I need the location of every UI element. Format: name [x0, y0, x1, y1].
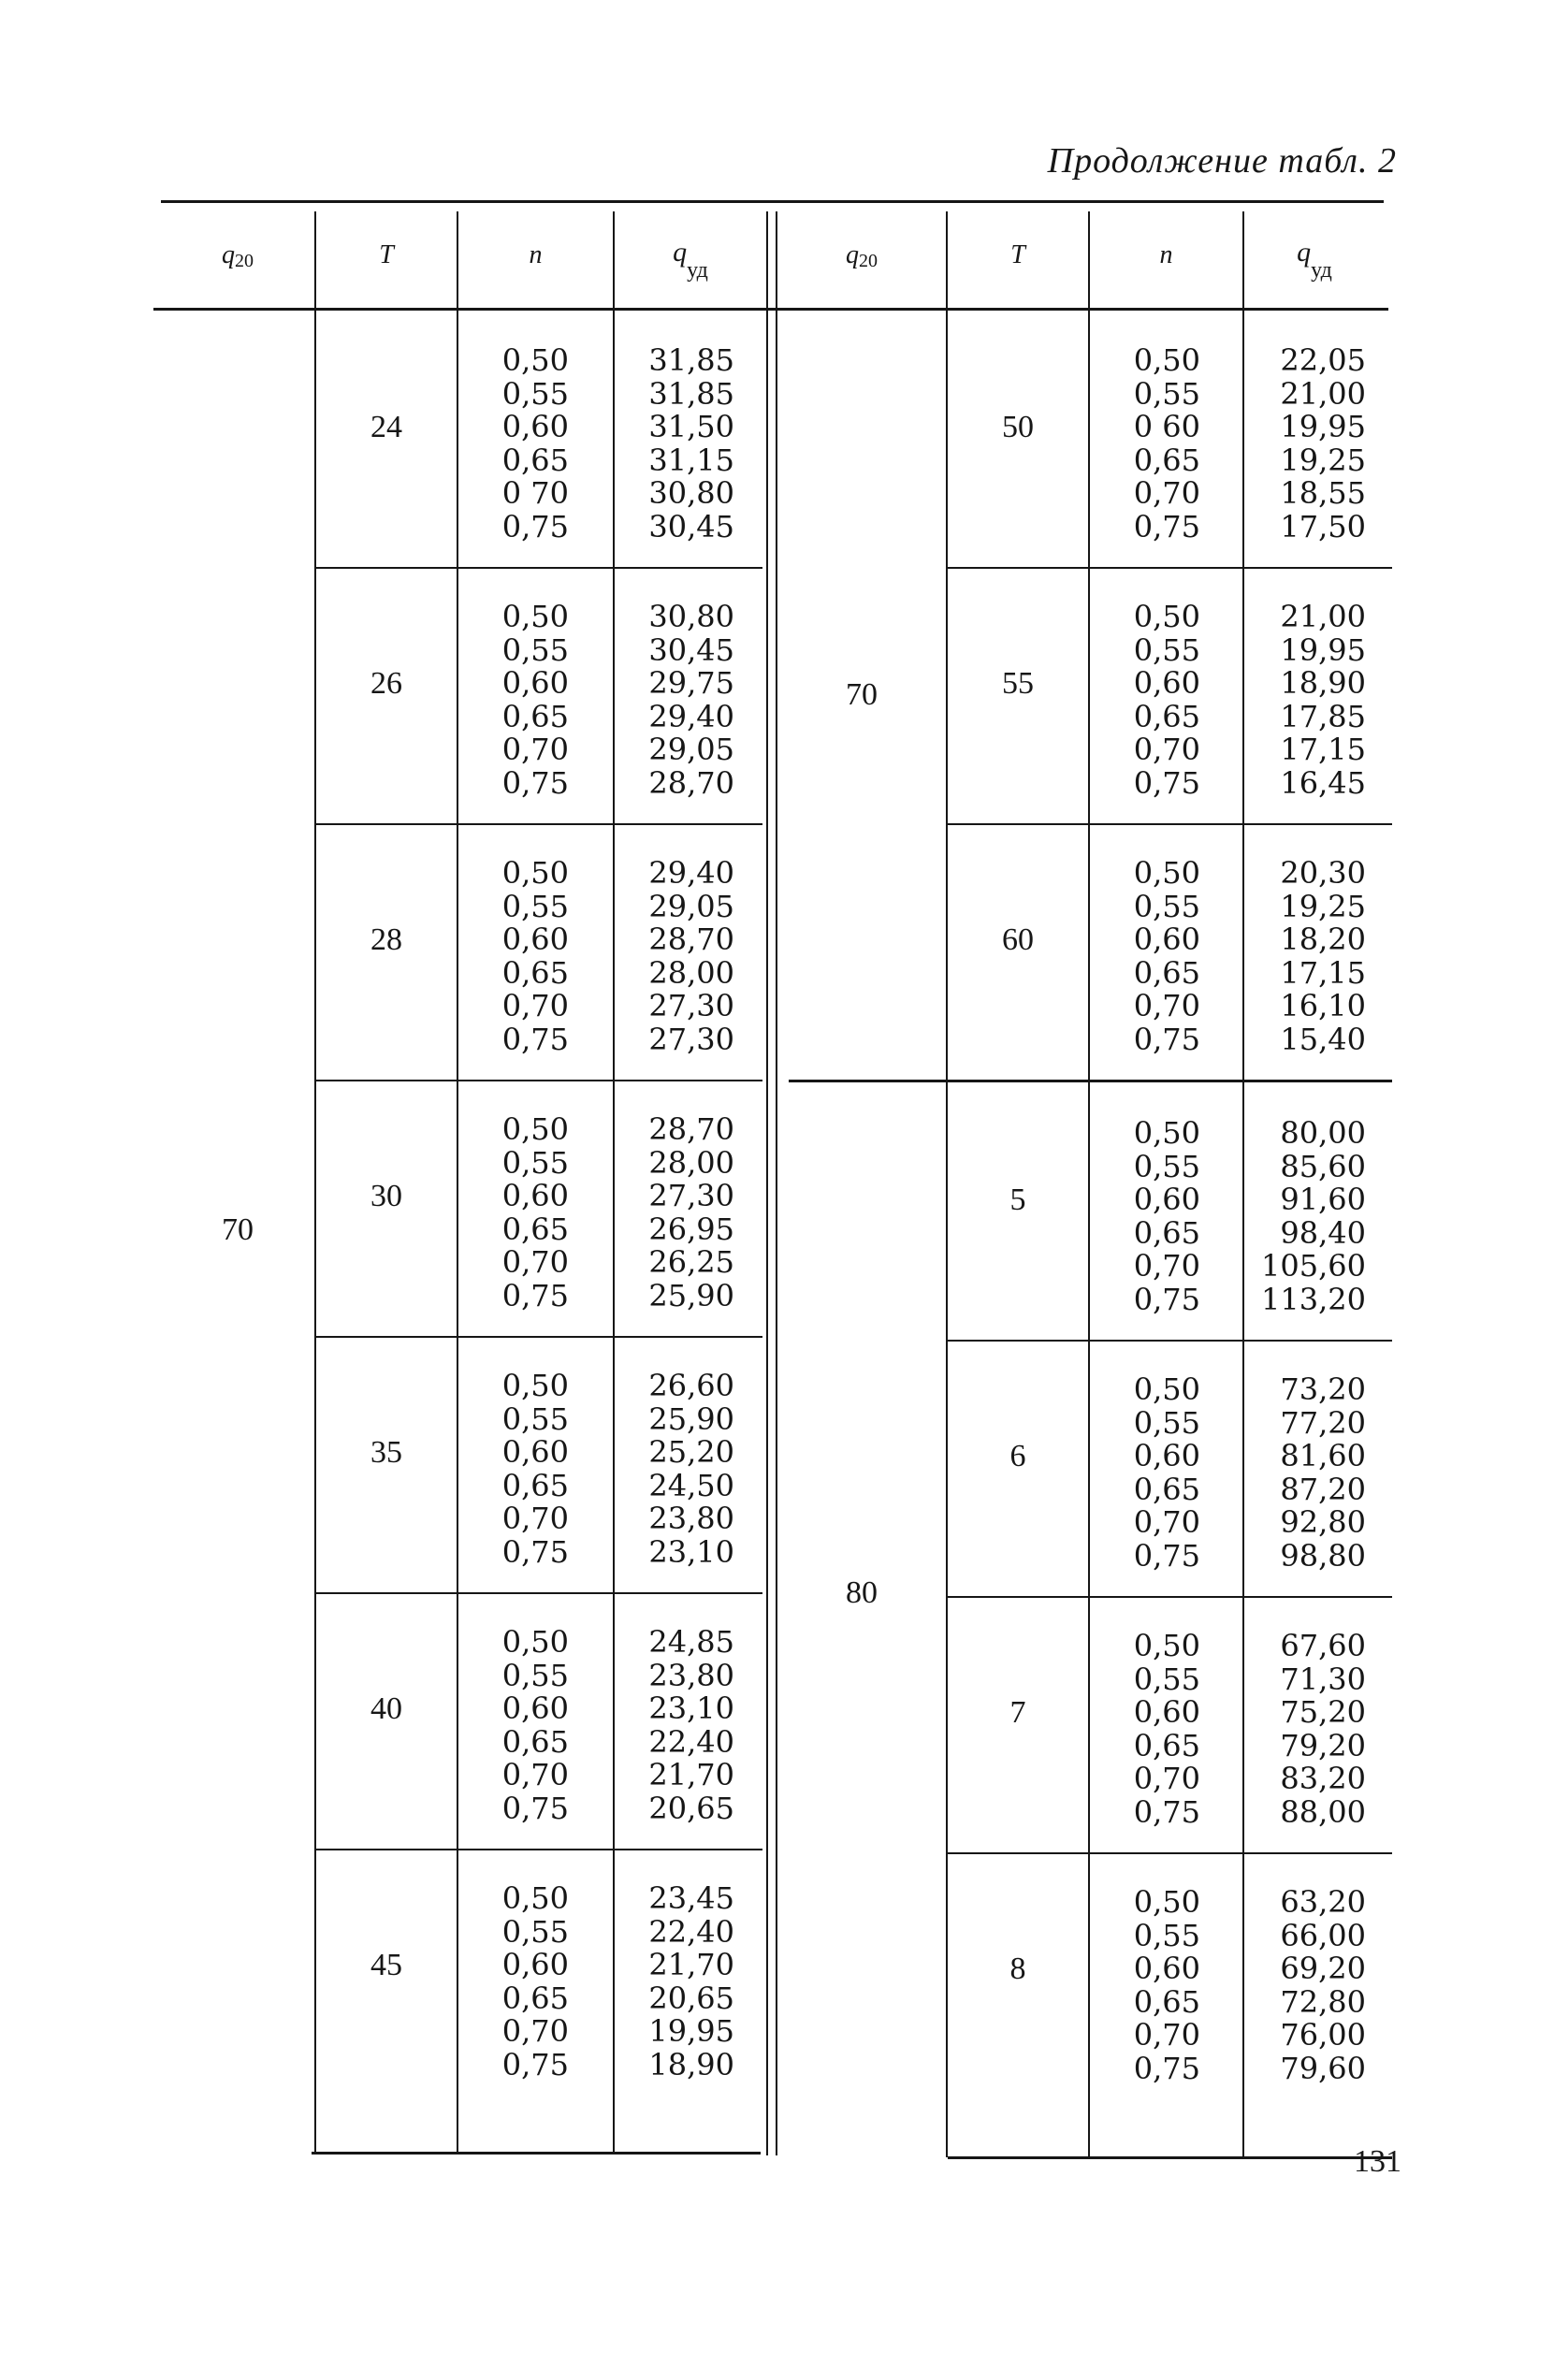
n-cell: 0,65 [1133, 1214, 1200, 1251]
qud-cell: 30,80 [648, 599, 734, 634]
t-header: T [379, 240, 394, 269]
n-cell: 0,50 [1133, 1884, 1200, 1920]
qud-cell: 75,20 [1280, 1694, 1366, 1730]
n-cell: 0,70 [501, 1244, 569, 1280]
qud-cell: 23,45 [648, 1880, 734, 1916]
qud-cell: 27,30 [648, 1178, 734, 1213]
qud-cell: 91,60 [1280, 1182, 1366, 1217]
n-cell: 0,60 [501, 921, 569, 957]
center-double-rule-a [766, 211, 768, 2155]
n-cell: 0,70 [1133, 1504, 1200, 1540]
qud-cell: 23,80 [648, 1657, 734, 1693]
right-q20-value: 70 [846, 677, 878, 712]
n-cell: 0,50 [1133, 342, 1200, 378]
qud-cell: 22,40 [648, 1913, 734, 1950]
q20-symbol: q [846, 240, 859, 269]
header-n-right [1090, 204, 1242, 307]
n-cell: 0,70 [501, 1501, 569, 1536]
n-cell: 0,65 [501, 442, 569, 478]
qud-cell: 79,20 [1280, 1727, 1366, 1763]
qud-cell: 105,60 [1261, 1248, 1366, 1284]
n-cell: 0,60 [501, 409, 569, 444]
n-cell: 0,50 [1133, 855, 1200, 891]
qud-cell: 98,80 [1280, 1537, 1366, 1574]
q20-subscript: 20 [235, 250, 254, 271]
n-cell: 0,50 [501, 1624, 569, 1660]
n-cell: 0,50 [1133, 1628, 1200, 1663]
n-cell: 0,60 [1133, 1694, 1200, 1730]
qud-cell: 17,50 [1280, 508, 1366, 544]
n-cell: 0,50 [501, 342, 569, 378]
n-cell: 0,65 [501, 1467, 569, 1503]
n-cell: 0,55 [501, 888, 569, 924]
row-t-value: 28 [370, 922, 402, 957]
n-cell: 0,75 [501, 1533, 569, 1570]
n-header: n [529, 240, 543, 269]
qud-cell: 26,95 [648, 1211, 734, 1247]
n-cell: 0 60 [1133, 409, 1200, 444]
qud-cell: 29,40 [648, 855, 734, 891]
qud-cell: 21,00 [1280, 375, 1366, 412]
row-t-value: 30 [370, 1179, 402, 1213]
qud-cell: 27,30 [648, 988, 734, 1023]
table-continuation-caption: Продолжение табл. 2 [1047, 141, 1397, 181]
qud-cell: 22,40 [648, 1723, 734, 1760]
n-cell: 0,55 [501, 1657, 569, 1693]
n-cell: 0,50 [501, 599, 569, 634]
n-cell: 0,60 [501, 1434, 569, 1470]
n-cell: 0,65 [1133, 698, 1200, 734]
block-separator-rule [948, 1596, 1392, 1598]
qud-cell: 31,15 [648, 442, 734, 478]
qud-cell: 21,70 [648, 1947, 734, 1982]
n-cell: 0,60 [1133, 665, 1200, 701]
qud-cell: 19,95 [1280, 631, 1366, 668]
n-cell: 0,75 [1133, 508, 1200, 544]
qud-cell: 20,30 [1280, 855, 1366, 891]
qud-cell: 63,20 [1280, 1884, 1366, 1920]
left-table-bottom-rule [312, 2152, 761, 2155]
q20-symbol: q [222, 240, 235, 269]
qud-subscript: уд [1311, 258, 1332, 283]
qud-cell: 19,95 [648, 2013, 734, 2049]
qud-cell: 92,80 [1280, 1504, 1366, 1540]
qud-cell: 16,10 [1280, 988, 1366, 1023]
qud-cell: 29,40 [648, 698, 734, 734]
block-separator-rule [316, 1592, 762, 1594]
n-cell: 0,50 [501, 1880, 569, 1916]
n-cell: 0,60 [1133, 1951, 1200, 1986]
row-t-value: 6 [1009, 1439, 1026, 1473]
qud-cell: 16,45 [1280, 764, 1366, 801]
qud-cell: 69,20 [1280, 1951, 1366, 1986]
n-cell: 0 70 [501, 475, 569, 511]
qud-cell: 23,10 [648, 1690, 734, 1726]
qud-cell: 15,40 [1280, 1021, 1366, 1057]
qud-cell: 20,65 [648, 1790, 734, 1826]
n-cell: 0,70 [1133, 1761, 1200, 1796]
qud-cell: 80,00 [1280, 1115, 1366, 1151]
qud-cell: 66,00 [1280, 1917, 1366, 1953]
header-n-left [458, 204, 613, 307]
n-cell: 0,65 [501, 698, 569, 734]
n-cell: 0,75 [501, 764, 569, 801]
block-separator-rule [316, 1336, 762, 1338]
block-separator-rule [316, 1849, 762, 1850]
row-t-value: 5 [1009, 1182, 1026, 1217]
n-cell: 0,65 [1133, 1471, 1200, 1507]
n-cell: 0,70 [1133, 988, 1200, 1023]
header-q20-left [161, 204, 314, 307]
qud-cell: 18,55 [1280, 475, 1366, 511]
qud-cell: 28,70 [648, 1111, 734, 1147]
qud-cell: 81,60 [1280, 1438, 1366, 1473]
n-cell: 0,55 [1133, 888, 1200, 924]
row-t-value: 7 [1009, 1695, 1026, 1730]
block-separator-rule [948, 567, 1392, 569]
n-cell: 0,55 [1133, 1661, 1200, 1697]
n-cell: 0,70 [501, 2013, 569, 2049]
qud-cell: 24,85 [648, 1624, 734, 1660]
right-table-bottom-rule [948, 2156, 1392, 2159]
qud-cell: 24,50 [648, 1467, 734, 1503]
n-cell: 0,75 [1133, 1021, 1200, 1057]
header-t-right [948, 204, 1088, 307]
n-cell: 0,60 [501, 665, 569, 701]
qud-cell: 71,30 [1280, 1661, 1366, 1697]
n-cell: 0,75 [1133, 1537, 1200, 1574]
n-cell: 0,50 [1133, 1115, 1200, 1151]
n-cell: 0,65 [501, 1723, 569, 1760]
n-cell: 0,75 [1133, 1281, 1200, 1317]
qud-cell: 18,90 [648, 2046, 734, 2082]
n-cell: 0,60 [1133, 921, 1200, 957]
row-t-value: 24 [370, 410, 402, 444]
n-cell: 0,55 [1133, 1917, 1200, 1953]
n-cell: 0,75 [501, 508, 569, 544]
n-cell: 0,60 [501, 1690, 569, 1726]
n-cell: 0,70 [1133, 1248, 1200, 1284]
n-cell: 0,60 [501, 1178, 569, 1213]
qud-cell: 17,15 [1280, 732, 1366, 767]
qud-cell: 72,80 [1280, 1983, 1366, 2020]
qud-cell: 26,60 [648, 1368, 734, 1403]
qud-cell: 18,90 [1280, 665, 1366, 701]
qud-cell: 31,85 [648, 375, 734, 412]
row-t-value: 40 [370, 1691, 402, 1726]
block-separator-rule [316, 823, 762, 825]
qud-cell: 31,50 [648, 409, 734, 444]
qud-cell: 29,05 [648, 888, 734, 924]
n-cell: 0,70 [501, 1757, 569, 1792]
n-cell: 0,55 [501, 1913, 569, 1950]
header-t-left [316, 204, 457, 307]
qud-cell: 18,20 [1280, 921, 1366, 957]
n-cell: 0,70 [1133, 732, 1200, 767]
n-cell: 0,70 [1133, 475, 1200, 511]
n-cell: 0,50 [501, 855, 569, 891]
qud-cell: 21,00 [1280, 599, 1366, 634]
n-cell: 0,65 [1133, 1727, 1200, 1763]
block-separator-rule [948, 823, 1392, 825]
qud-cell: 28,00 [648, 954, 734, 991]
qud-cell: 113,20 [1261, 1281, 1366, 1317]
n-cell: 0,70 [501, 732, 569, 767]
n-cell: 0,60 [501, 1947, 569, 1982]
n-cell: 0,55 [1133, 631, 1200, 668]
n-cell: 0,75 [501, 1021, 569, 1057]
qud-cell: 25,90 [648, 1400, 734, 1437]
n-cell: 0,75 [501, 2046, 569, 2082]
n-cell: 0,70 [501, 988, 569, 1023]
qud-cell: 79,60 [1280, 2050, 1366, 2086]
qud-cell: 21,70 [648, 1757, 734, 1792]
row-t-value: 60 [1002, 922, 1034, 957]
n-cell: 0,75 [1133, 764, 1200, 801]
qud-cell: 29,75 [648, 665, 734, 701]
block-separator-rule [948, 1340, 1392, 1342]
qud-cell: 30,45 [648, 631, 734, 668]
qud-cell: 83,20 [1280, 1761, 1366, 1796]
n-cell: 0,50 [1133, 599, 1200, 634]
qud-cell: 76,00 [1280, 2017, 1366, 2053]
qud-cell: 28,70 [648, 921, 734, 957]
qud-cell: 22,05 [1280, 342, 1366, 378]
t-header: T [1010, 240, 1025, 269]
n-cell: 0,75 [501, 1277, 569, 1313]
header-q20-right [777, 204, 946, 307]
n-cell: 0,65 [501, 1980, 569, 2016]
n-cell: 0,65 [1133, 1983, 1200, 2020]
qud-cell: 19,25 [1280, 888, 1366, 924]
qud-cell: 20,65 [648, 1980, 734, 2016]
n-cell: 0,70 [1133, 2017, 1200, 2053]
n-cell: 0,65 [501, 1211, 569, 1247]
qud-cell: 19,25 [1280, 442, 1366, 478]
q20-subscript: 20 [859, 250, 878, 271]
n-cell: 0,65 [1133, 954, 1200, 991]
qud-cell: 85,60 [1280, 1148, 1366, 1184]
n-cell: 0,50 [501, 1368, 569, 1403]
n-cell: 0,75 [1133, 2050, 1200, 2086]
right-q20-value: 80 [846, 1575, 878, 1610]
n-cell: 0,55 [1133, 1404, 1200, 1441]
qud-symbol: q [673, 237, 688, 268]
qud-cell: 28,00 [648, 1144, 734, 1181]
qud-cell: 17,85 [1280, 698, 1366, 734]
n-cell: 0,50 [501, 1111, 569, 1147]
block-separator-rule [316, 567, 762, 569]
qud-cell: 67,60 [1280, 1628, 1366, 1663]
qud-cell: 19,95 [1280, 409, 1366, 444]
qud-cell: 17,15 [1280, 954, 1366, 991]
n-cell: 0,55 [501, 631, 569, 668]
n-cell: 0,55 [1133, 375, 1200, 412]
qud-cell: 25,90 [648, 1277, 734, 1313]
n-cell: 0,65 [501, 954, 569, 991]
block-separator-rule [948, 1852, 1392, 1854]
row-t-value: 8 [1009, 1951, 1026, 1986]
n-cell: 0,75 [1133, 1793, 1200, 1830]
n-cell: 0,50 [1133, 1371, 1200, 1407]
qud-cell: 29,05 [648, 732, 734, 767]
group-separator-rule [789, 1080, 1392, 1082]
n-cell: 0,60 [1133, 1182, 1200, 1217]
qud-cell: 98,40 [1280, 1214, 1366, 1251]
page-number: 131 [1354, 2144, 1401, 2179]
qud-cell: 26,25 [648, 1244, 734, 1280]
center-double-rule-b [776, 211, 777, 2155]
qud-subscript: уд [687, 258, 708, 283]
qud-cell: 30,45 [648, 508, 734, 544]
row-t-value: 45 [370, 1948, 402, 1982]
n-cell: 0,60 [1133, 1438, 1200, 1473]
block-separator-rule [316, 1080, 762, 1081]
qud-cell: 30,80 [648, 475, 734, 511]
n-cell: 0,55 [1133, 1148, 1200, 1184]
qud-cell: 77,20 [1280, 1404, 1366, 1441]
header-qud-left [615, 204, 766, 307]
left-q20-value: 70 [222, 1212, 254, 1247]
header-qud-right [1244, 204, 1385, 307]
n-cell: 0,55 [501, 1144, 569, 1181]
qud-cell: 31,85 [648, 342, 734, 378]
row-t-value: 35 [370, 1435, 402, 1470]
qud-cell: 23,10 [648, 1533, 734, 1570]
header-bottom-rule [153, 308, 1388, 311]
qud-symbol: q [1297, 237, 1312, 268]
n-cell: 0,65 [1133, 442, 1200, 478]
n-header: n [1159, 240, 1173, 269]
n-cell: 0,55 [501, 1400, 569, 1437]
qud-cell: 28,70 [648, 764, 734, 801]
qud-cell: 73,20 [1280, 1371, 1366, 1407]
qud-cell: 88,00 [1280, 1793, 1366, 1830]
row-t-value: 50 [1002, 410, 1034, 444]
qud-cell: 27,30 [648, 1021, 734, 1057]
qud-cell: 87,20 [1280, 1471, 1366, 1507]
row-t-value: 55 [1002, 666, 1034, 701]
n-cell: 0,75 [501, 1790, 569, 1826]
table-top-rule [161, 200, 1384, 203]
qud-cell: 25,20 [648, 1434, 734, 1470]
row-t-value: 26 [370, 666, 402, 701]
qud-cell: 23,80 [648, 1501, 734, 1536]
n-cell: 0,55 [501, 375, 569, 412]
